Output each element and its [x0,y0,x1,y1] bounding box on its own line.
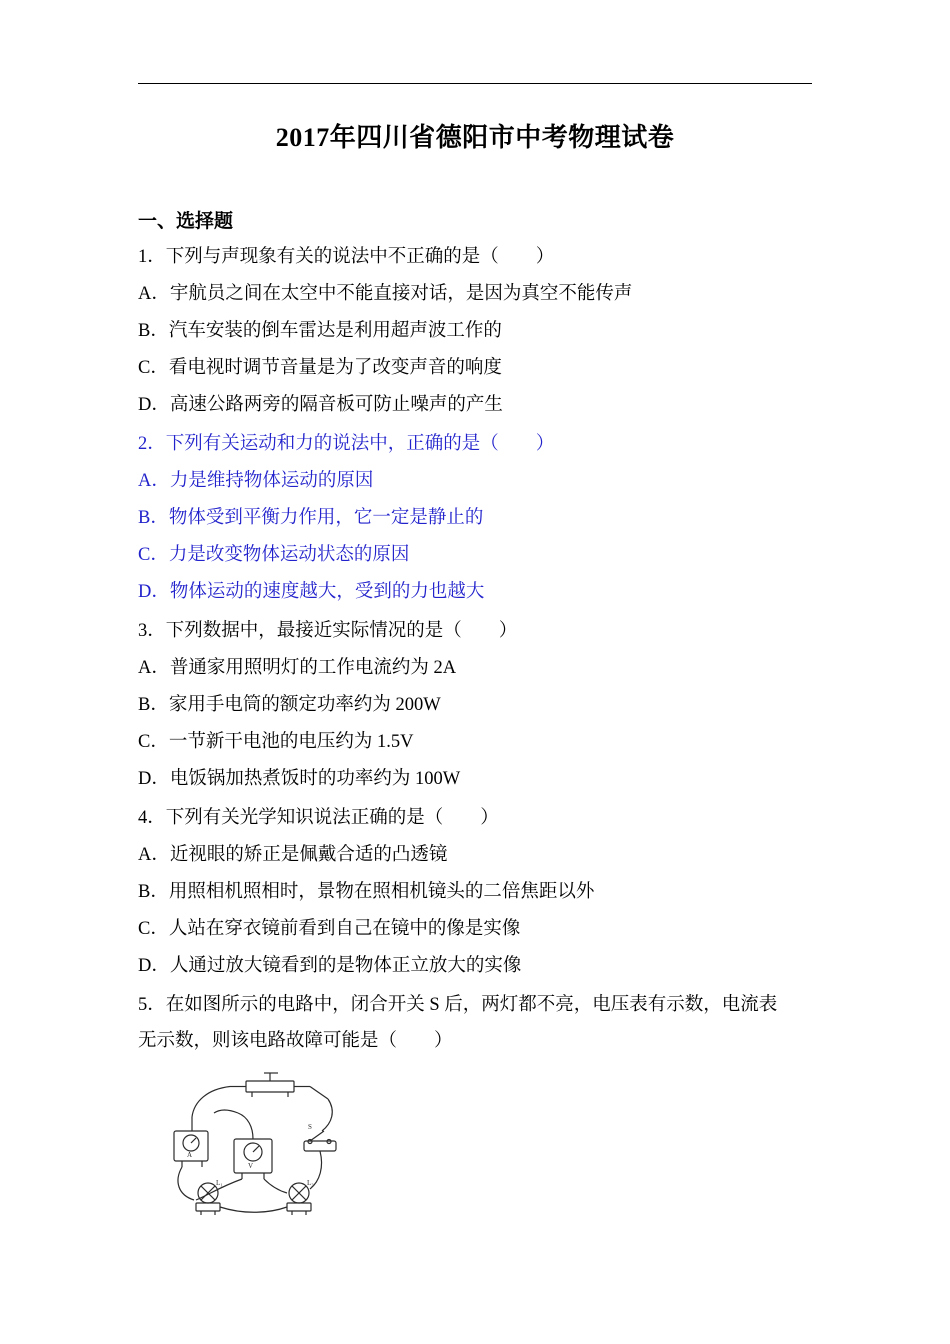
question-3-option-c: C．一节新干电池的电压约为 1.5V [138,732,414,752]
question-1-option-d: D．高速公路两旁的隔音板可防止噪声的产生 [138,395,503,415]
svg-text:A: A [187,1151,193,1159]
question-3-stem: 3．下列数据中，最接近实际情况的是（ ） [138,621,518,641]
section-heading: 一、选择题 [138,211,234,232]
question-2-option-d: D．物体运动的速度越大，受到的力也越大 [138,582,485,602]
question-2-option-c: C．力是改变物体运动状态的原因 [138,545,410,565]
question-2-stem: 2．下列有关运动和力的说法中，正确的是（ ） [138,434,555,454]
question-4-option-d: D．人通过放大镜看到的是物体正立放大的实像 [138,956,522,976]
question-3-option-d: D．电饭锅加热煮饭时的功率约为 100W [138,769,461,789]
question-3-option-a: A．普通家用照明灯的工作电流约为 2A [138,658,457,678]
question-1-option-c: C．看电视时调节音量是为了改变声音的响度 [138,358,502,378]
svg-text:L₁: L₁ [216,1179,223,1187]
question-5-figure [160,1069,400,1219]
question-4-option-c: C．人站在穿衣镜前看到自己在镜中的像是实像 [138,919,521,939]
svg-text:S: S [308,1123,312,1131]
question-4-option-b: B．用照相机照相时，景物在照相机镜头的二倍焦距以外 [138,882,595,902]
question-1-option-b: B．汽车安装的倒车雷达是利用超声波工作的 [138,321,502,341]
svg-text:L₂: L₂ [307,1179,314,1187]
question-2-option-a: A．力是维持物体运动的原因 [138,471,374,491]
question-1-stem: 1．下列与声现象有关的说法中不正确的是（ ） [138,247,555,267]
question-2-option-b: B．物体受到平衡力作用，它一定是静止的 [138,508,484,528]
question-5-stem-line-2: 无示数，则该电路故障可能是（ ） [138,1031,453,1051]
circuit-diagram-svg [160,1069,400,1219]
header-divider [138,83,812,84]
svg-text:V: V [248,1162,254,1170]
page-title: 2017年四川省德阳市中考物理试卷 [275,123,675,152]
question-3-option-b: B．家用手电筒的额定功率约为 200W [138,695,441,715]
question-5-stem-line-1: 5．在如图所示的电路中，闭合开关 S 后，两灯都不亮，电压表有示数，电流表 [138,995,778,1015]
question-4-stem: 4．下列有关光学知识说法正确的是（ ） [138,808,499,828]
question-1-option-a: A．宇航员之间在太空中不能直接对话，是因为真空不能传声 [138,284,633,304]
question-4-option-a: A．近视眼的矫正是佩戴合适的凸透镜 [138,845,448,865]
